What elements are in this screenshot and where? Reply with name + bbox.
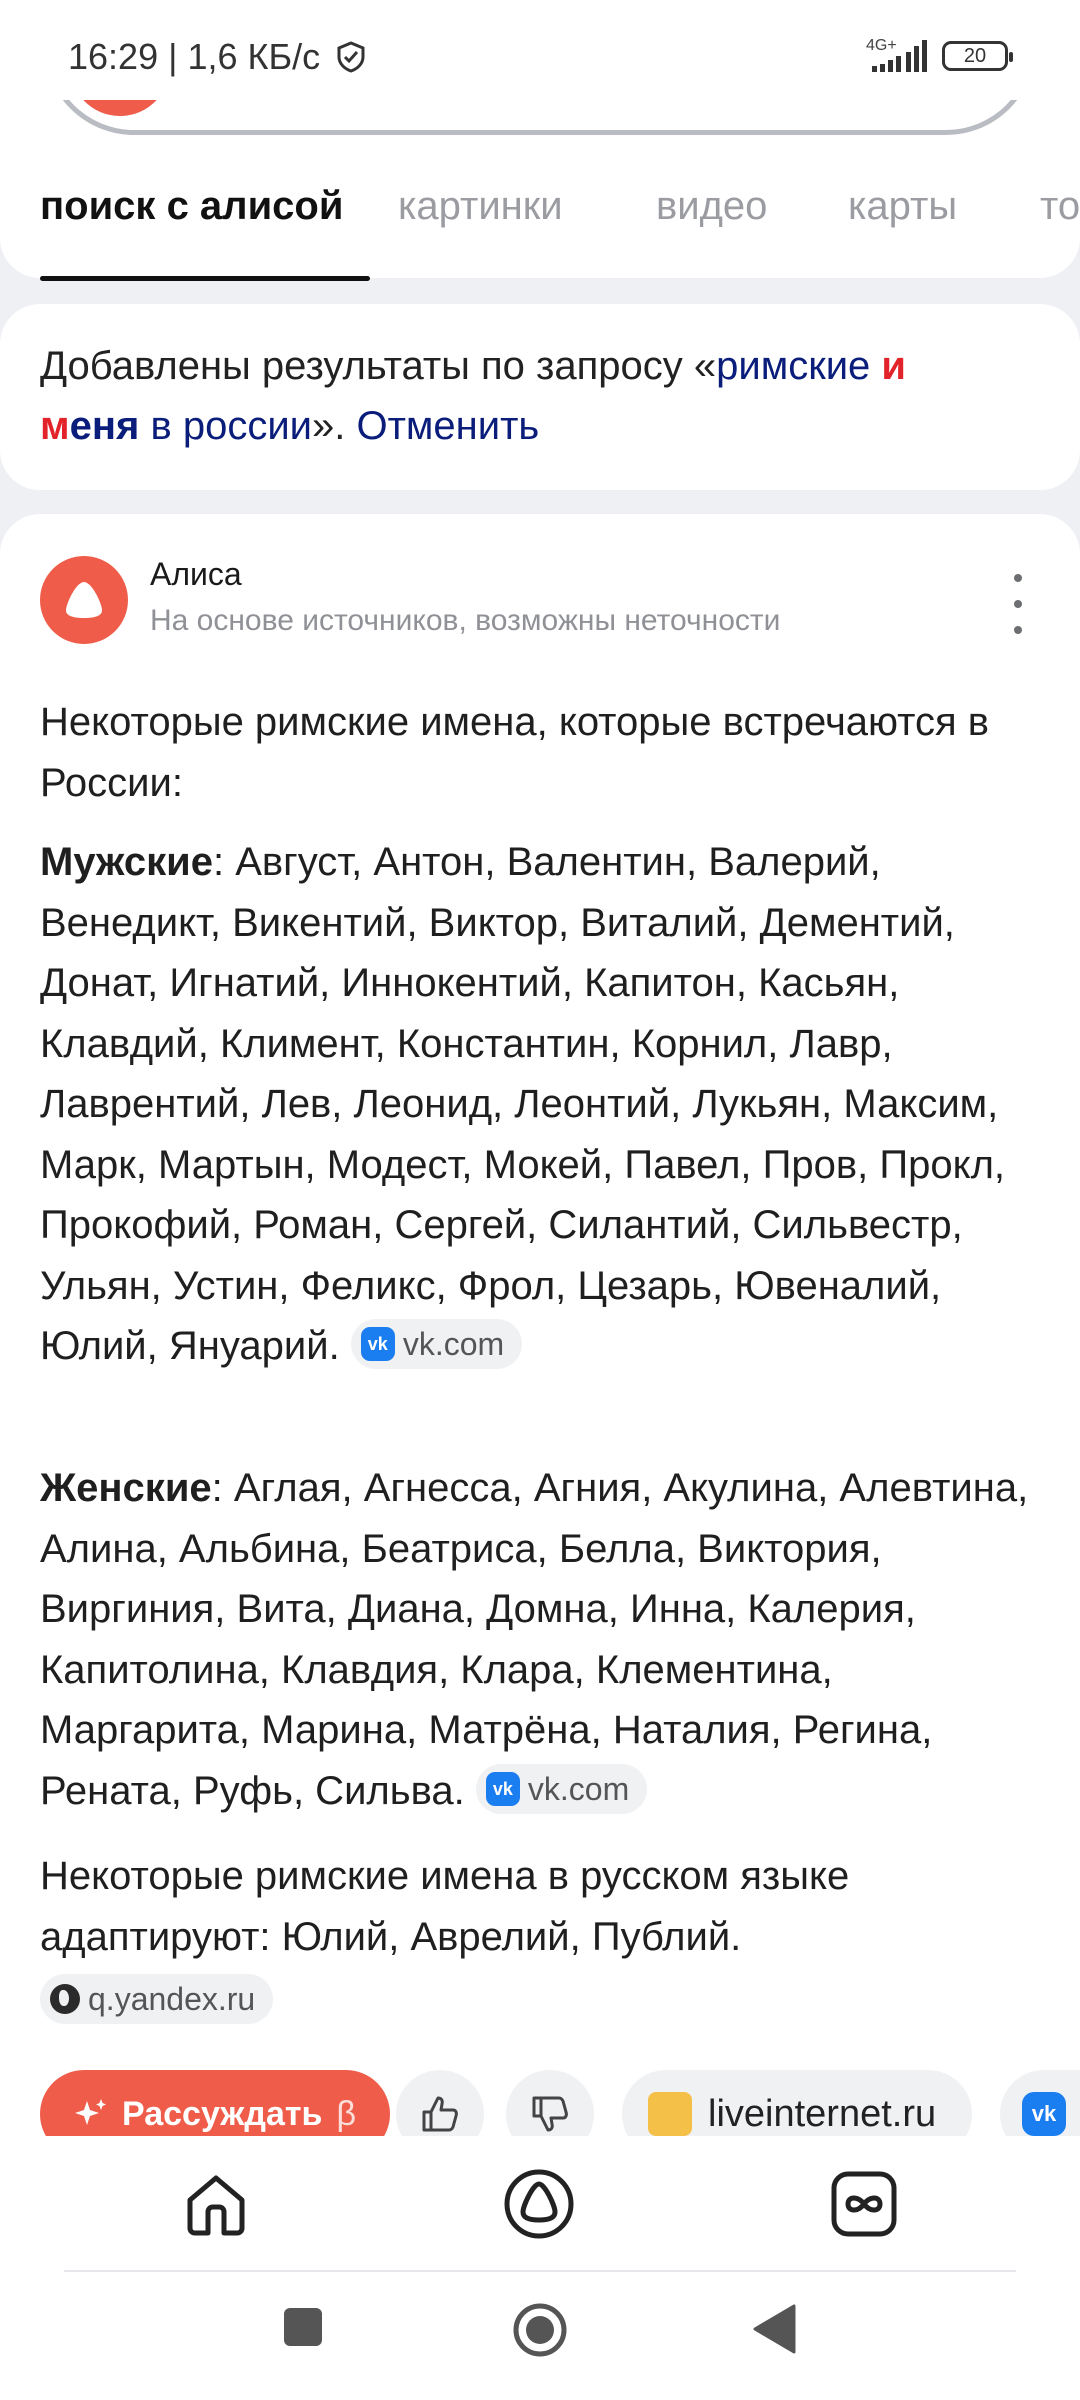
- back-button[interactable]: [752, 2304, 798, 2359]
- services-icon: [828, 2168, 900, 2240]
- status-icons: [866, 38, 1008, 74]
- liveinternet-icon: [648, 2092, 692, 2136]
- answer-outro: Некоторые римские имена в русском языке адаптируют: Юлий, Аврелий, Публий. q.yandex.ru: [40, 1846, 1050, 2028]
- answer-male-names: Мужские: Август, Антон, Валентин, Валерий, Венедикт, Викентий, Виктор, Виталий, Дементий, Донат, Игнатий, Иннокентий, Капитон, Касьян, Клавдий, Климент, Константин, Корнил, Лавр, Лаврентий, Лев, Леонид, Леонтий, Лукьян, Максим, Марк, Мартын, Модест, Мокей, Павел, Пров, Прокл, Прокофий, Роман, Сергей, Силантий, Сильвестр, Ульян, Устин, Феликс, Фрол, Цезарь, Ювеналий, Юлий, Януарий. vk vk.com: [40, 840, 1006, 1368]
- recents-button[interactable]: [282, 2306, 324, 2353]
- source-pill-liveinternet[interactable]: liveinternet.ru: [622, 2070, 972, 2158]
- nav-divider: [64, 2270, 1016, 2272]
- tab-more[interactable]: то: [1040, 184, 1080, 228]
- status-time: 16:29 | 1,6 КБ/с: [68, 36, 366, 78]
- corrected-query[interactable]: римские и меня в россии: [40, 344, 907, 448]
- answer-intro: Некоторые римские имена, которые встречаются в России:: [40, 700, 990, 805]
- system-home-button[interactable]: [512, 2302, 568, 2363]
- answer-female-names: Женские: Аглая, Агнесса, Агния, Акулина, Алевтина, Алина, Альбина, Беатриса, Белла, Виктория, Виргиния, Вита, Диана, Домна, Инна, Калерия, Капитолина, Клавдия, Клара, Клементина, Маргарита, Марина, Матрёна, Наталия, Регина, Рената, Руфь, Сильва. vk vk.com: [40, 1466, 1029, 1813]
- vk-icon: vk: [486, 1772, 520, 1806]
- home-button[interactable]: [180, 2168, 252, 2240]
- like-icon: [416, 2090, 464, 2138]
- tab-images[interactable]: картинки: [398, 184, 563, 228]
- dislike-icon: [526, 2090, 574, 2138]
- alice-icon: [503, 2168, 575, 2240]
- back-icon: [752, 2304, 798, 2354]
- globe-icon: [50, 1984, 80, 2014]
- query-notice-text: Добавлены результаты по запросу «римские и меня в россии». Отменить: [40, 344, 907, 448]
- alice-logo-icon: [40, 556, 128, 644]
- source-chip-vk[interactable]: vk vk.com: [476, 1764, 647, 1814]
- answer-author: Алиса: [150, 556, 242, 592]
- circle-icon: [512, 2302, 568, 2358]
- answer-disclaimer: На основе источников, возможны неточности: [150, 604, 781, 637]
- reason-button[interactable]: Рассуждать β: [40, 2070, 390, 2158]
- source-chip-vk[interactable]: vk vk.com: [351, 1319, 522, 1369]
- more-options-icon[interactable]: [1006, 574, 1030, 634]
- tab-maps[interactable]: карты: [848, 184, 958, 228]
- services-button[interactable]: [828, 2168, 900, 2240]
- tab-video[interactable]: видео: [656, 184, 768, 228]
- alice-button[interactable]: [503, 2168, 575, 2240]
- signal-icon: 4G+: [866, 38, 928, 74]
- source-chip-yandex-q[interactable]: q.yandex.ru: [40, 1974, 273, 2024]
- battery-icon: 20: [942, 41, 1008, 71]
- cancel-link[interactable]: Отменить: [356, 404, 540, 448]
- query-notice-card: [0, 304, 1080, 490]
- vk-icon: vk: [1022, 2092, 1066, 2136]
- tab-alice-search[interactable]: поиск с алисой: [40, 184, 344, 228]
- square-icon: [282, 2306, 324, 2348]
- vk-icon: vk: [361, 1327, 395, 1361]
- home-icon: [180, 2168, 252, 2240]
- shield-icon: [336, 41, 366, 73]
- search-tabs: [0, 160, 1080, 280]
- sparkle-icon: [74, 2097, 108, 2131]
- notice-prefix: Добавлены результаты по запросу «: [40, 344, 717, 388]
- tab-active-indicator: [40, 276, 370, 281]
